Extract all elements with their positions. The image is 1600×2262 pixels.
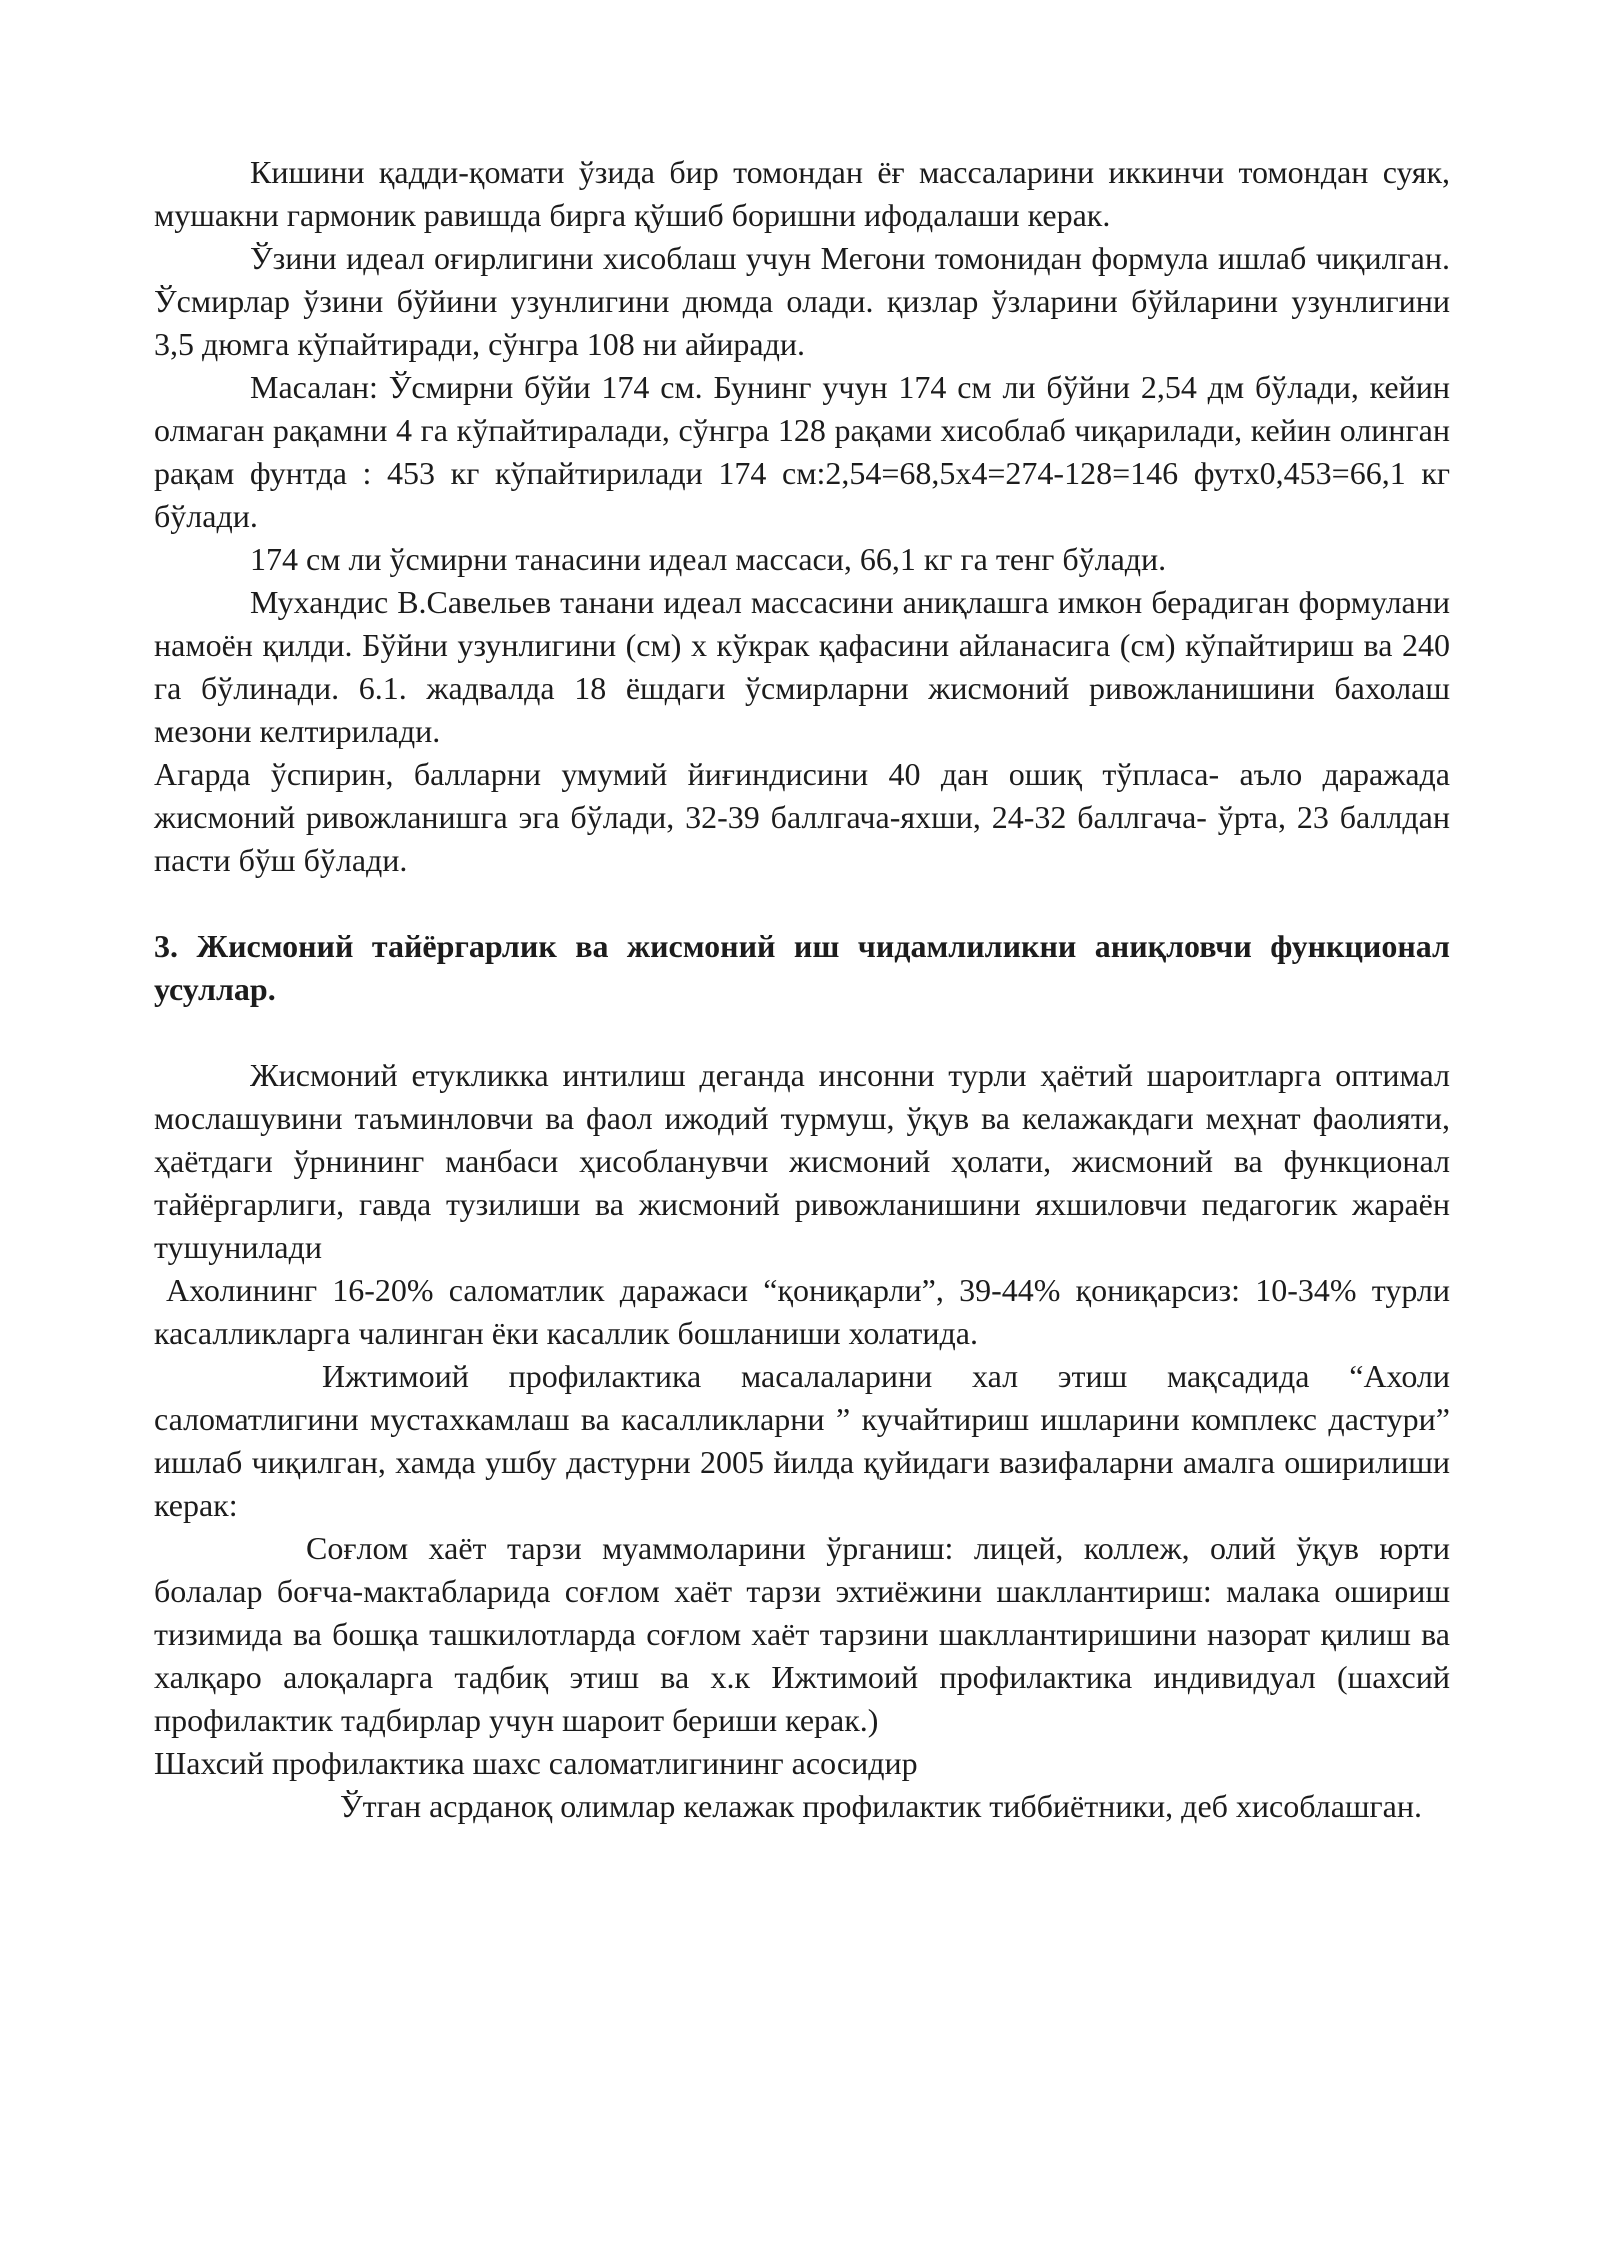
- paragraph-ideal-weight-formula: Ўзини идеал оғирлигини хисоблаш учун Мегони томонидан формула ишлаб чиқилган. Ўсмирлар ўзини бўйини узунлигини дюмда олади. қизлар ўзларини бўйларини узунлигини 3,5 дюмга кўпайтиради, сўнгра 108 ни айиради.: [154, 240, 1450, 362]
- spacer: [154, 882, 1450, 925]
- paragraph-body-proportions: Кишини қадди-қомати ўзида бир томондан ёғ массаларини иккинчи томондан суяк, мушакни гармоник равишда бирга қўшиб боришни ифодалаши керак.: [154, 154, 1450, 233]
- section-heading: 3. Жисмоний тайёргарлик ва жисмоний иш чидамлиликни аниқловчи функционал усуллар.: [154, 928, 1450, 1007]
- paragraph-scoring-levels: Агарда ўспирин, балларни умумий йиғиндисини 40 дан ошиқ тўпласа- аъло даражада жисмоний ривожланишга эга бўлади, 32-39 баллгача-яхши, 24-32 баллгача- ўрта, 23 баллдан пасти бўш бўлади.: [154, 756, 1450, 878]
- paragraph-physical-maturity: Жисмоний етукликка интилиш деганда инсонни турли ҳаётий шароитларга оптимал мослашувини таъминловчи ва фаол ижодий турмуш, ўқув ва келажакдаги меҳнат фаолияти, ҳаётдаги ўрнининг манбаси ҳисобланувчи жисмоний ҳолати, жисмоний ва функционал тайёргарлиги, гавда тузилиши ва жисмоний ривожланишини яхшиловчи педагогик жараён тушунилади: [154, 1057, 1450, 1265]
- paragraph-future-medicine: Ўтган асрданоқ олимлар келажак профилактик тиббиётники, деб хисоблашган.: [340, 1788, 1422, 1824]
- paragraph-ideal-mass-result: 174 см ли ўсмирни танасини идеал массаси, 66,1 кг га тенг бўлади.: [250, 541, 1167, 577]
- paragraph-example-calculation: Масалан: Ўсмирни бўйи 174 см. Бунинг учун 174 см ли бўйни 2,54 дм бўлади, кейин олмаган рақамни 4 га кўпайтиралади, сўнгра 128 рақами хисоблаб чиқарилади, кейин олинган рақам фунтда : 453 кг кўпайтирилади 174 см:2,54=68,5х4=274-128=146 футх0,453=66,1 кг бўлади.: [154, 369, 1450, 534]
- paragraph-healthy-lifestyle: Соғлом хаёт тарзи муаммоларини ўрганиш: лицей, коллеж, олий ўқув юрти болалар боғча-мактабларида соғлом хаёт тарзи эхтиёжини шакллантириш: малака ошириш тизимида ва бошқа ташкилотларда соғлом хаёт тарзини шакллантиришини назорат қилиш ва халқаро алоқаларга тадбиқ этиш ва х.к Ижтимоий профилактика индивидуал (шахсий профилактик тадбирлар учун шароит бериши керак.): [154, 1530, 1450, 1738]
- paragraph-social-prevention: Ижтимоий профилактика масалаларини хал этиш мақсадида “Ахоли саломатлигини мустахкамлаш ва касалликларни ” кучайтириш ишларини комплекс дастури” ишлаб чиқилган, хамда ушбу дастурни 2005 йилда қуйидаги вазифаларни амалга оширилиши керак:: [154, 1358, 1450, 1523]
- paragraph-population-health: Ахолининг 16-20% саломатлик даражаси “қониқарли”, 39-44% қониқарсиз: 10-34% турли касалликларга чалинган ёки касаллик бошланиши холатида.: [154, 1272, 1450, 1351]
- paragraph-savelyev-formula: Мухандис В.Савельев танани идеал массасини аниқлашга имкон берадиган формулани намоён қилди. Бўйни узунлигини (см) х кўкрак қафасини айланасига (см) кўпайтириш ва 240 га бўлинади. 6.1. жадвалда 18 ёшдаги ўсмирларни жисмоний ривожланишини бахолаш мезони келтирилади.: [154, 584, 1450, 749]
- document-page: [154, 151, 1450, 1828]
- spacer: [154, 1011, 1450, 1054]
- paragraph-personal-prevention: Шахсий профилактика шахс саломатлигининг асосидир: [154, 1745, 918, 1781]
